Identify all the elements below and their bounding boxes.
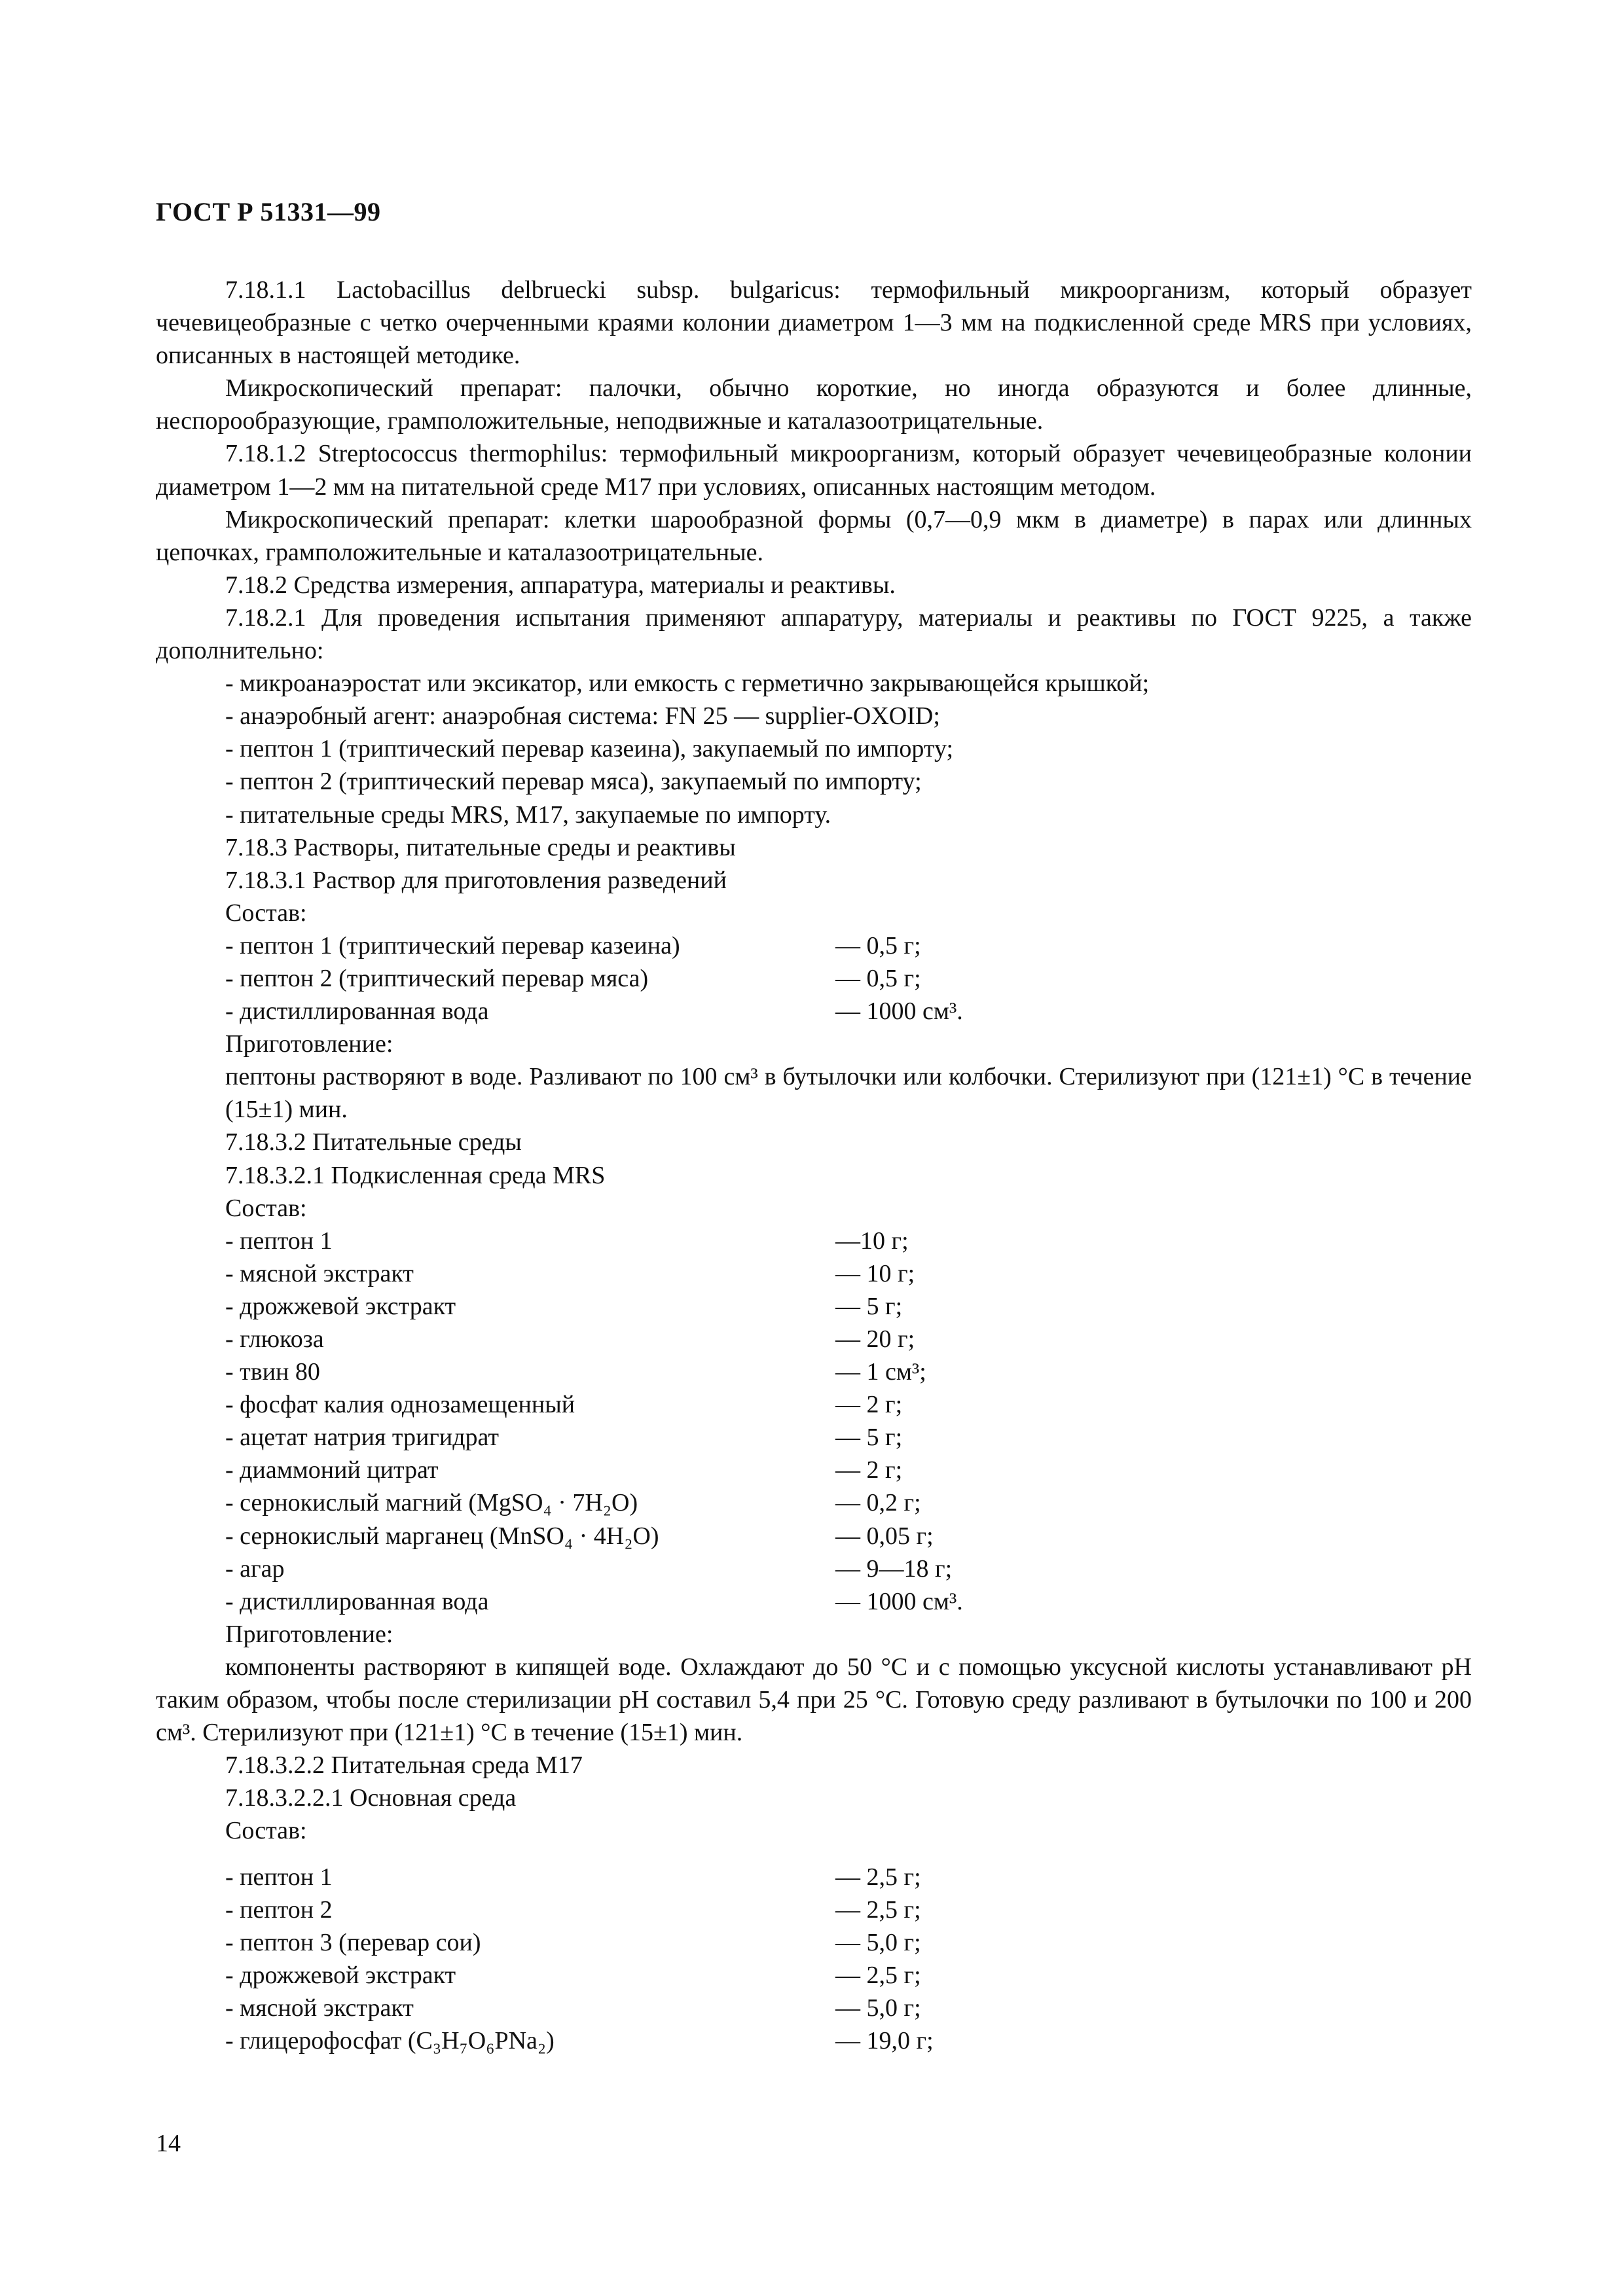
- section-7-18-3: 7.18.3 Растворы, питательные среды и реактивы: [225, 833, 736, 861]
- ingredient-name: - дистиллированная вода: [225, 997, 489, 1026]
- composition-row: [156, 1355, 1472, 1388]
- ingredient-name: - дрожжевой экстракт: [225, 1961, 456, 1989]
- section-7-18-3-2: 7.18.3.2 Питательные среды: [225, 1128, 522, 1157]
- ingredient-name: - фосфат калия однозамещенный: [225, 1391, 575, 1419]
- ingredient-name: - глицерофосфат (C₃H₇O₆PNa₂): [225, 2026, 555, 2054]
- paragraph-microscopy-2: Микроскопический препарат: клетки шарообразной формы (0,7—0,9 мкм в диаметре) в парах или длинных цепочках, грамположительные и каталазоотрицательные.: [156, 505, 1472, 566]
- ingredient-amount: — 1 см³;: [835, 1358, 926, 1386]
- mrs-preparation: компоненты растворяют в кипящей воде. Охлаждают до 50 °С и с помощью уксусной кислоты устанавливают рН таким образом, чтобы после стерилизации рН составил 5,4 при 25 °С. Готовую среду разливают в бутылочки по 100 и 200 см³. Стерилизуют при (121±1) °С в течение (15±1) мин.: [156, 1653, 1472, 1747]
- spacer: [156, 1848, 1472, 1861]
- composition-row: [156, 1959, 1472, 1992]
- section-7-18-3-2-2-1: 7.18.3.2.2.1 Основная среда: [225, 1784, 517, 1812]
- ingredient-name: - ацетат натрия тригидрат: [225, 1424, 500, 1452]
- ingredient-amount: — 5,0 г;: [835, 1928, 921, 1956]
- ingredient-amount: — 0,5 г;: [835, 964, 921, 992]
- ingredient-amount: — 0,05 г;: [835, 1522, 934, 1550]
- ingredient-name: - дистиллированная вода: [225, 1587, 489, 1615]
- list-item: - микроанаэростат или эксикатор, или емкость с герметично закрывающейся крышкой;: [225, 670, 1150, 698]
- composition-label: Состав:: [225, 1194, 307, 1222]
- composition-row: [156, 1225, 1472, 1257]
- section-7-18-3-1: 7.18.3.1 Раствор для приготовления разведений: [225, 866, 727, 894]
- composition-row: [156, 995, 1472, 1028]
- composition-row: [156, 1585, 1472, 1618]
- composition-row: [156, 1323, 1472, 1355]
- ingredient-name: - диаммоний цитрат: [225, 1456, 439, 1484]
- composition-row: [156, 1290, 1472, 1323]
- dilution-composition: [156, 929, 1472, 1028]
- ingredient-name: - пептон 1: [225, 1863, 333, 1891]
- ingredient-amount: — 2,5 г;: [835, 1895, 921, 1924]
- ingredient-amount: — 1000 см³.: [835, 997, 963, 1026]
- document-header: ГОСТ Р 51331—99: [156, 197, 381, 226]
- ingredient-amount: — 2,5 г;: [835, 1863, 921, 1891]
- composition-row: [156, 1454, 1472, 1486]
- section-7-18-3-2-2: 7.18.3.2.2 Питательная среда М17: [225, 1751, 583, 1780]
- m17-composition: [156, 1861, 1472, 2058]
- ingredient-name: - глюкоза: [225, 1325, 324, 1353]
- ingredient-name: - пептон 1 (триптический перевар казеина): [225, 931, 680, 960]
- composition-row: [156, 1486, 1472, 1519]
- ingredient-amount: — 0,2 г;: [835, 1489, 921, 1517]
- ingredient-name: - твин 80: [225, 1358, 320, 1386]
- ingredient-amount: — 2,5 г;: [835, 1961, 921, 1989]
- page-number: 14: [156, 2130, 181, 2157]
- equipment-list: [156, 667, 1472, 831]
- ingredient-amount: — 19,0 г;: [835, 2026, 934, 2054]
- ingredient-name: - сернокислый магний (MgSO₄ · 7H₂O): [225, 1489, 638, 1517]
- ingredient-amount: — 20 г;: [835, 1325, 915, 1353]
- ingredient-amount: — 2 г;: [835, 1456, 903, 1484]
- ingredient-amount: —10 г;: [835, 1227, 909, 1255]
- composition-row: [156, 1861, 1472, 1893]
- mrs-composition: [156, 1225, 1472, 1618]
- list-item: - пептон 2 (триптический перевар мяса), закупаемый по импорту;: [225, 768, 922, 796]
- ingredient-name: - пептон 2 (триптический перевар мяса): [225, 964, 649, 992]
- list-item: - питательные среды MRS, M17, закупаемые по импорту.: [225, 800, 831, 829]
- ingredient-name: - пептон 1: [225, 1227, 333, 1255]
- ingredient-amount: — 9—18 г;: [835, 1554, 953, 1583]
- ingredient-name: - сернокислый марганец (MnSO₄ · 4H₂O): [225, 1522, 659, 1550]
- section-7-18-3-2-1: 7.18.3.2.1 Подкисленная среда MRS: [225, 1161, 606, 1189]
- paragraph-7-18-1-2: 7.18.1.2 Streptococcus thermophilus: термофильный микроорганизм, который образует чечевицеобразные колонии диаметром 1—2 мм на питательной среде М17 при условиях, описанных настоящим методом.: [156, 440, 1472, 501]
- ingredient-amount: — 10 г;: [835, 1259, 915, 1287]
- document-body: [156, 274, 1472, 2057]
- list-item: - анаэробный агент: анаэробная система: FN 25 — supplier-OXOID;: [225, 702, 940, 730]
- paragraph-7-18-2-1: 7.18.2.1 Для проведения испытания применяют аппаратуру, материалы и реактивы по ГОСТ 9225, а также дополнительно:: [156, 603, 1472, 665]
- composition-row: [156, 1421, 1472, 1454]
- ingredient-amount: — 5 г;: [835, 1292, 903, 1320]
- ingredient-amount: — 1000 см³.: [835, 1587, 963, 1615]
- composition-row: [156, 1992, 1472, 2024]
- paragraph-microscopy-1: Микроскопический препарат: палочки, обычно короткие, но иногда образуются и более длинные, неспорообразующие, грамположительные, неподвижные и каталазоотрицательные.: [156, 374, 1472, 435]
- composition-label: Состав:: [225, 899, 307, 927]
- paragraph-7-18-1-1: 7.18.1.1 Lactobacillus delbruecki subsp. bulgaricus: термофильный микроорганизм, который образует чечевицеобразные с четко очерченными краями колонии диаметром 1—3 мм на подкисленной среде MRS при условиях, описанных в настоящей методике.: [156, 276, 1472, 370]
- ingredient-amount: — 5,0 г;: [835, 1994, 921, 2022]
- composition-row: [156, 1893, 1472, 1926]
- composition-row: [156, 1552, 1472, 1585]
- ingredient-amount: — 5 г;: [835, 1424, 903, 1452]
- section-7-18-2: 7.18.2 Средства измерения, аппаратура, материалы и реактивы.: [225, 571, 896, 599]
- ingredient-name: - пептон 2: [225, 1895, 333, 1924]
- preparation-label: Приготовление:: [225, 1620, 393, 1648]
- composition-row: [156, 1926, 1472, 1959]
- ingredient-name: - мясной экстракт: [225, 1259, 414, 1287]
- ingredient-name: - агар: [225, 1554, 285, 1583]
- ingredient-name: - мясной экстракт: [225, 1994, 414, 2022]
- composition-row: [156, 1520, 1472, 1552]
- preparation-label: Приготовление:: [225, 1030, 393, 1058]
- ingredient-name: - пептон 3 (перевар сои): [225, 1928, 481, 1956]
- composition-row: [156, 2024, 1472, 2057]
- list-item: - пептон 1 (триптический перевар казеина), закупаемый по импорту;: [225, 735, 954, 763]
- composition-row: [156, 1257, 1472, 1290]
- ingredient-name: - дрожжевой экстракт: [225, 1292, 456, 1320]
- composition-row: [156, 962, 1472, 995]
- composition-row: [156, 929, 1472, 962]
- dilution-preparation: пептоны растворяют в воде. Разливают по 100 см³ в бутылочки или колбочки. Стерилизуют при (121±1) °С в течение (15±1) мин.: [225, 1063, 1472, 1124]
- composition-row: [156, 1388, 1472, 1421]
- ingredient-amount: — 0,5 г;: [835, 931, 921, 960]
- ingredient-amount: — 2 г;: [835, 1391, 903, 1419]
- composition-label: Состав:: [225, 1817, 307, 1845]
